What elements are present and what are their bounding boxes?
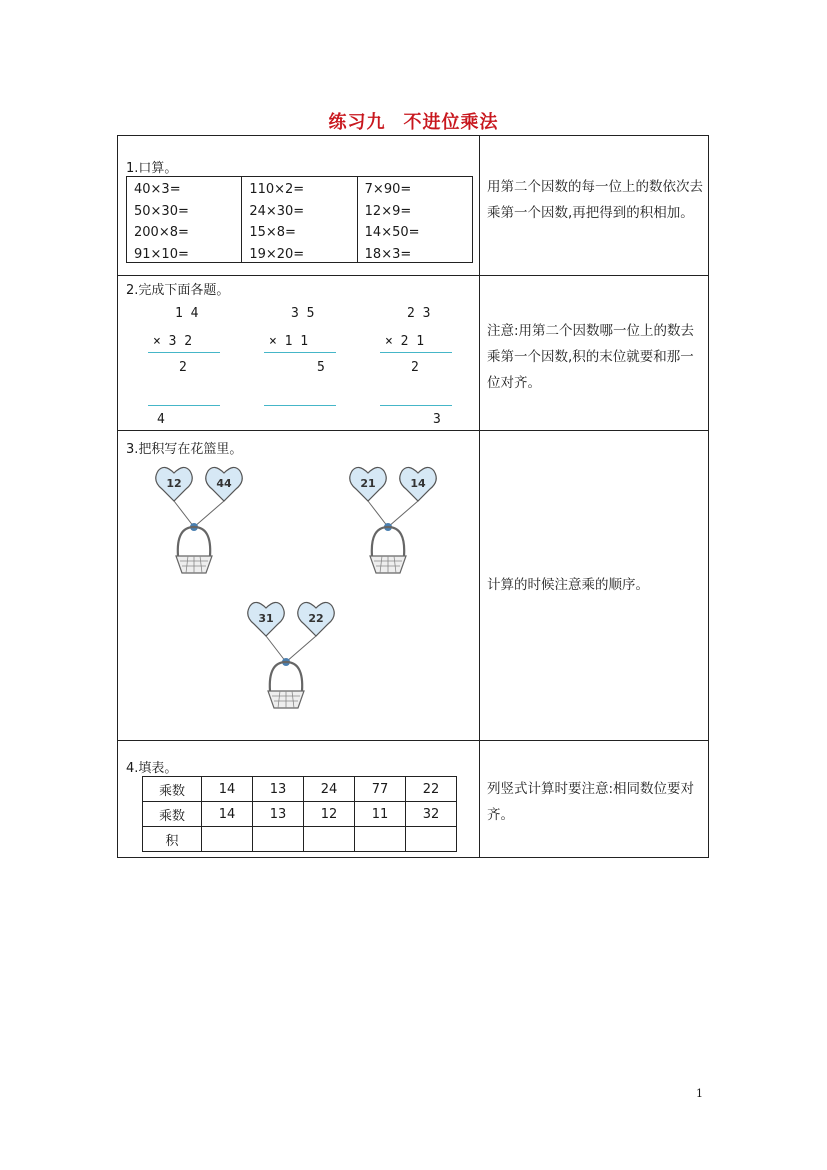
answer-cell[interactable] <box>406 827 457 852</box>
table-cell: 14 <box>202 777 253 802</box>
product: 3 <box>433 412 441 427</box>
multiplicand: 3 5 <box>291 306 315 321</box>
multiplicand: 1 4 <box>175 306 199 321</box>
heart-number: 14 <box>410 477 426 490</box>
answer-cell[interactable] <box>355 827 406 852</box>
partial-product: 2 <box>179 360 187 375</box>
calc-line <box>148 405 220 406</box>
column-divider <box>479 136 480 857</box>
multiplier: × 3 2 <box>153 334 193 349</box>
table-cell: 32 <box>406 802 457 827</box>
multiplier: × 1 1 <box>269 334 309 349</box>
oral-item: 7×90= <box>364 182 412 197</box>
q4-title: 4.填表。 <box>126 761 178 776</box>
calc-line <box>264 352 336 353</box>
fill-in-table <box>142 776 457 852</box>
row-label: 乘数 <box>143 777 202 802</box>
oral-column <box>357 177 472 262</box>
heart-number: 31 <box>258 612 274 625</box>
row-label: 积 <box>143 827 202 852</box>
oral-column <box>127 177 241 262</box>
partial-product: 5 <box>317 360 325 375</box>
calc-line <box>380 352 452 353</box>
exercise-table <box>117 135 709 858</box>
table-cell: 13 <box>253 802 304 827</box>
page-number: 1 <box>696 1087 703 1100</box>
title-part2: 不进位乘法 <box>403 112 499 133</box>
q4-note: 列竖式计算时要注意:相同数位要对齐。 <box>487 781 695 823</box>
oral-item: 110×2= <box>249 182 305 197</box>
table-cell: 24 <box>304 777 355 802</box>
q1-title: 1.口算。 <box>126 161 178 176</box>
table-cell: 14 <box>202 802 253 827</box>
oral-column <box>241 177 356 262</box>
oral-item: 18×3= <box>364 246 412 262</box>
product: 4 <box>157 412 165 427</box>
answer-cell[interactable] <box>304 827 355 852</box>
q2-title: 2.完成下面各题。 <box>126 283 230 298</box>
title-part1: 练习九 <box>328 112 386 133</box>
flower-basket-3 <box>246 596 342 714</box>
flower-basket-1 <box>154 461 250 579</box>
table-cell: 11 <box>355 802 406 827</box>
multiplicand: 2 3 <box>407 306 431 321</box>
flower-basket-2 <box>348 461 444 579</box>
q3-title: 3.把积写在花篮里。 <box>126 442 243 457</box>
answer-cell[interactable] <box>202 827 253 852</box>
answer-cell[interactable] <box>253 827 304 852</box>
row-label: 乘数 <box>143 802 202 827</box>
vertical-problem-3 <box>380 306 460 431</box>
row-divider <box>118 740 708 741</box>
heart-number: 21 <box>360 477 376 490</box>
oral-item: 24×30= <box>249 203 305 219</box>
q2-note: 注意:用第二个因数哪一位上的数去乘第一个因数,积的末位就要和那一位对齐。 <box>487 323 695 391</box>
table-row <box>143 777 457 802</box>
table-cell: 22 <box>406 777 457 802</box>
table-cell: 13 <box>253 777 304 802</box>
heart-number: 44 <box>216 477 232 490</box>
calc-line <box>380 405 452 406</box>
oral-item: 50×30= <box>134 203 189 219</box>
oral-item: 40×3= <box>134 182 181 197</box>
multiplier: × 2 1 <box>385 334 425 349</box>
table-row <box>143 802 457 827</box>
table-cell: 12 <box>304 802 355 827</box>
calc-line <box>148 352 220 353</box>
q1-note: 用第二个因数的每一位上的数依次去乘第一个因数,再把得到的积相加。 <box>487 179 703 221</box>
page-title <box>0 108 827 134</box>
oral-item: 91×10= <box>134 246 189 262</box>
heart-number: 22 <box>308 612 324 625</box>
oral-item: 19×20= <box>249 246 305 262</box>
oral-item: 14×50= <box>364 225 420 240</box>
table-cell: 77 <box>355 777 406 802</box>
row-divider <box>118 275 708 276</box>
table-row <box>143 827 457 852</box>
q3-note: 计算的时候注意乘的顺序。 <box>487 577 649 593</box>
partial-product: 2 <box>411 360 419 375</box>
oral-item: 12×9= <box>364 203 412 219</box>
calc-line <box>264 405 336 406</box>
vertical-problem-1 <box>148 306 228 431</box>
vertical-problem-2 <box>264 306 344 431</box>
oral-item: 15×8= <box>249 225 296 240</box>
oral-item: 200×8= <box>134 225 189 240</box>
oral-arithmetic-grid <box>126 176 473 263</box>
heart-number: 12 <box>166 477 182 490</box>
